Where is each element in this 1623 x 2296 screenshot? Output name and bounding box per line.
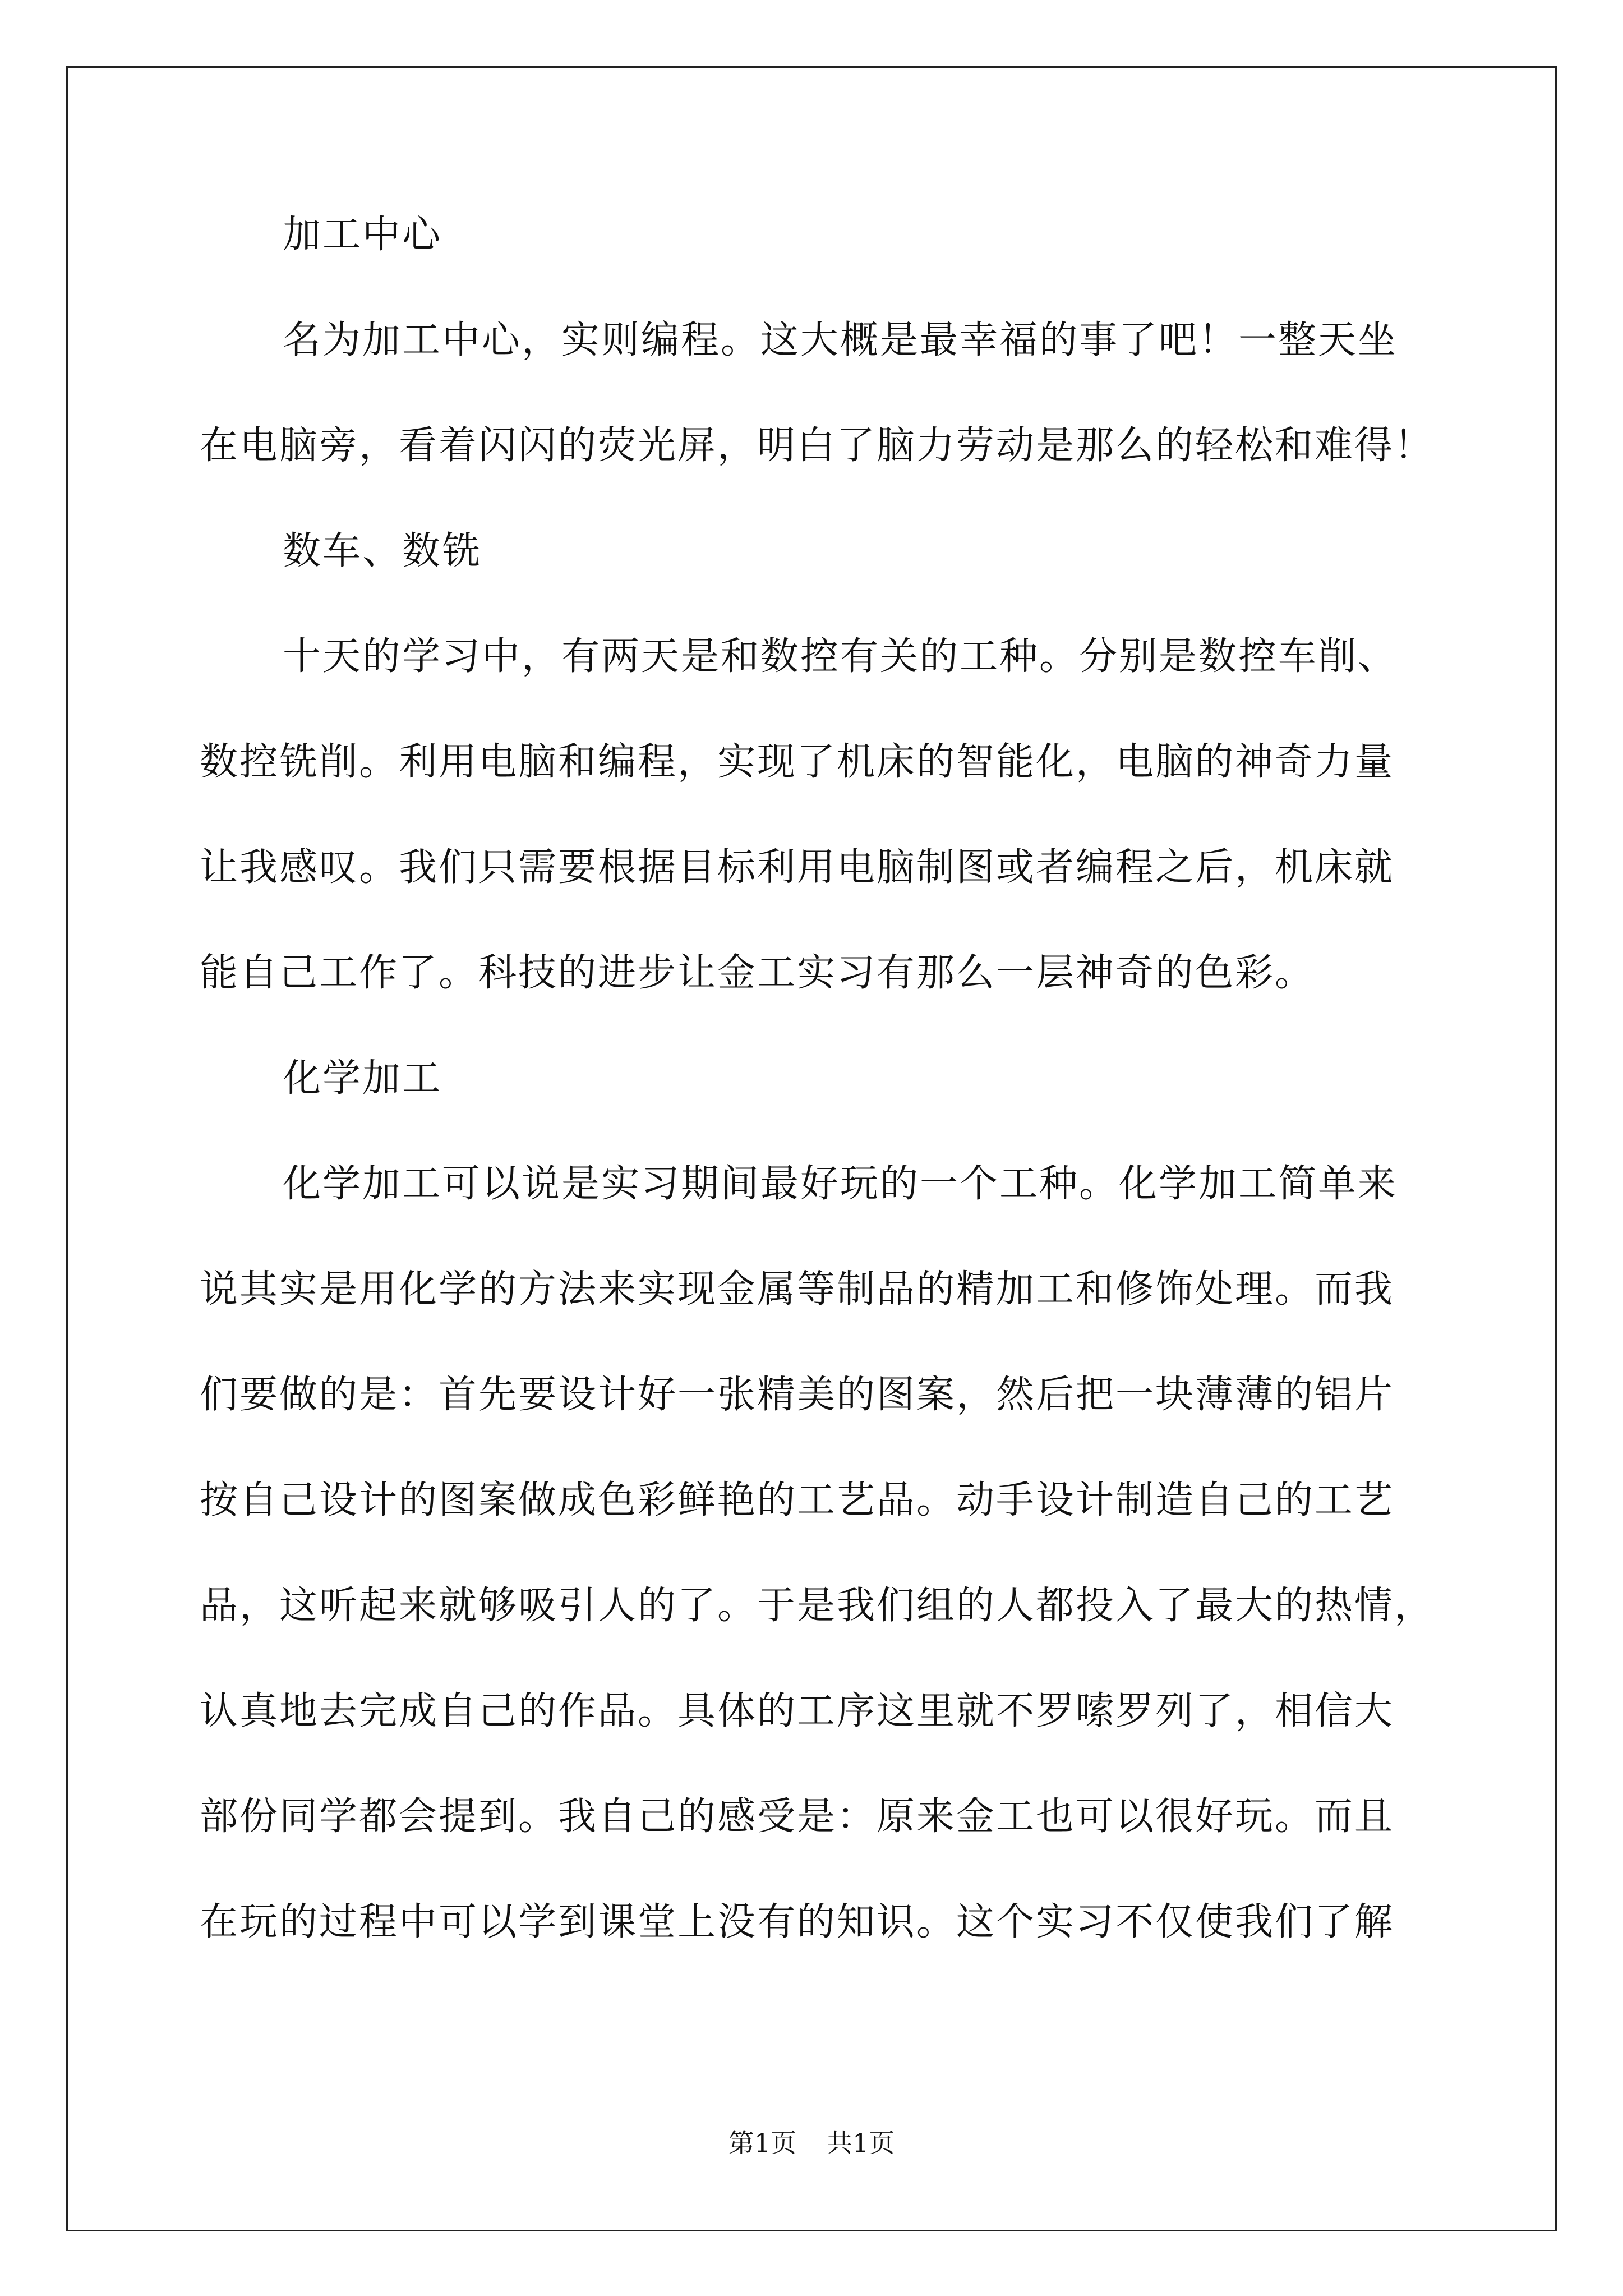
document-body xyxy=(200,209,1435,2001)
paragraph-line: 让我感叹。我们只需要根据目标利用电脑制图或者编程之后，机床就 xyxy=(200,845,1395,890)
paragraph-line: 说其实是用化学的方法来实现金属等制品的精加工和修饰处理。而我 xyxy=(200,1267,1395,1312)
paragraph-line: 在玩的过程中可以学到课堂上没有的知识。这个实习不仅使我们了解 xyxy=(200,1900,1395,1944)
section-heading-chemical-machining: 化学加工 xyxy=(283,1056,442,1101)
paragraph-line: 认真地去完成自己的作品。具体的工序这里就不罗嗦罗列了，相信大 xyxy=(200,1689,1395,1733)
paragraph-line: 化学加工可以说是实习期间最好玩的一个工种。化学加工简单来 xyxy=(283,1162,1398,1206)
section-heading-machining-center: 加工中心 xyxy=(283,213,442,257)
section-heading-cnc: 数车、数铣 xyxy=(283,529,482,573)
paragraph-line: 在电脑旁，看着闪闪的荧光屏，明白了脑力劳动是那么的轻松和难得！ xyxy=(200,424,1435,468)
page-footer xyxy=(0,2126,1623,2160)
paragraph-line: 能自己工作了。科技的进步让金工实习有那么一层神奇的色彩。 xyxy=(200,951,1315,995)
paragraph-line: 按自己设计的图案做成色彩鲜艳的工艺品。动手设计制造自己的工艺 xyxy=(200,1478,1395,1522)
paragraph-line: 十天的学习中，有两天是和数控有关的工种。分别是数控车削、 xyxy=(283,634,1398,679)
paragraph-line: 数控铣削。利用电脑和编程，实现了机床的智能化，电脑的神奇力量 xyxy=(200,740,1395,784)
paragraph-line: 部份同学都会提到。我自己的感受是：原来金工也可以很好玩。而且 xyxy=(200,1795,1395,1839)
page-total: 共1页 xyxy=(827,2128,895,2158)
page-number: 第1页 xyxy=(728,2128,796,2158)
paragraph-line: 名为加工中心，实则编程。这大概是最幸福的事了吧！一整天坐 xyxy=(283,318,1398,362)
paragraph-line: 们要做的是：首先要设计好一张精美的图案，然后把一块薄薄的铝片 xyxy=(200,1373,1395,1417)
paragraph-line: 品，这听起来就够吸引人的了。于是我们组的人都投入了最大的热情， xyxy=(200,1584,1435,1628)
